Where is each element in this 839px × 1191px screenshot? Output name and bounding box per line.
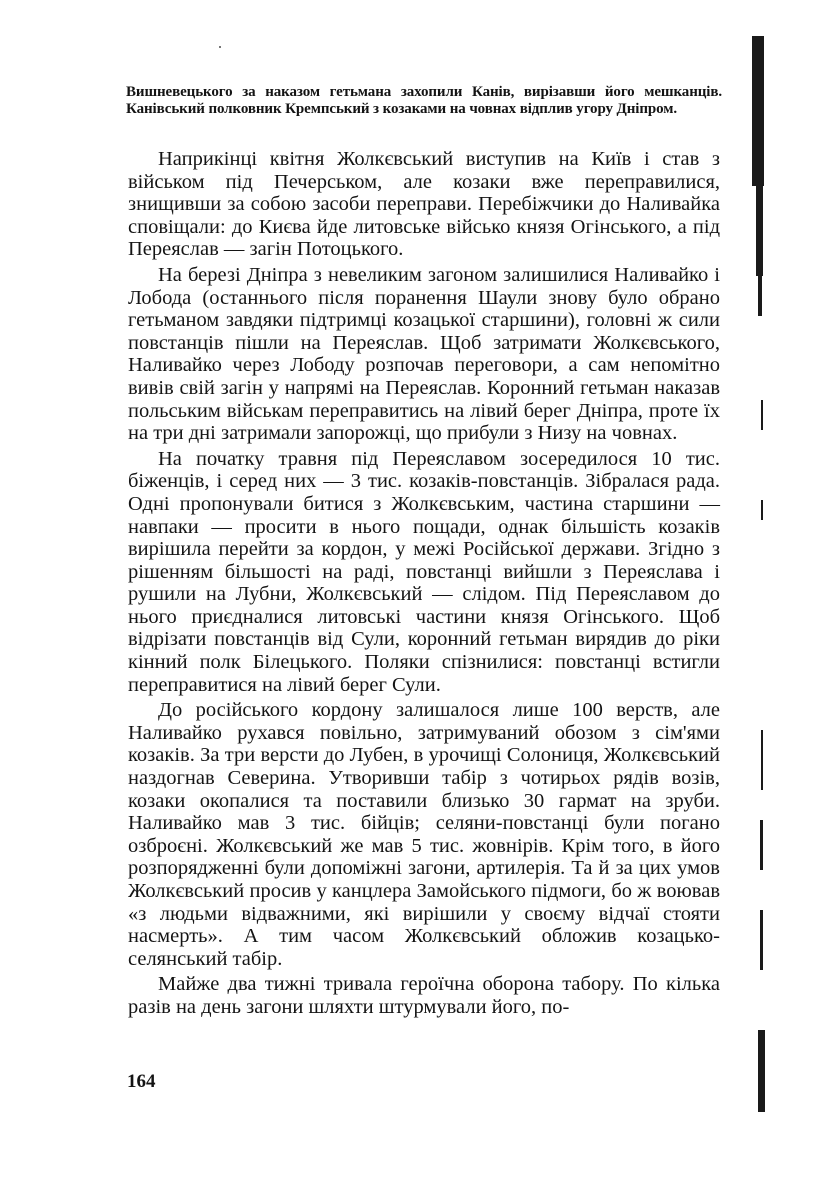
paragraph-3: На початку травня під Переяславом зосередилося 10 тис. біженців, і серед них — 3 тис. козаків-повстанців. Зібралася рада. Одні пропонували битися з Жолкєвським, частина старшини — навпаки — просити в нього пощади, однак більшість козаків вирішила перейти за кордон, у межі Російської держави. Згідно з рішенням більшості на раді, повстанці вийшли з Переяслава і рушили на Лубни, Жолкєвський — слідом. Під Переяславом до нього приєдналися литовські частини князя Огінського. Щоб відрізати повстанців від Сули, коронний гетьман вирядив до ріки кінний полк Білецького. Поляки спізнилися: повстанці встигли переправитися на лівий берег Сули.	[128, 447, 720, 696]
paragraph-2: На березі Дніпра з невеликим загоном залишилися Наливайко і Лобода (останнього після поранення Шаули знову було обрано гетьманом завдяки підтримці козацької старшини), головні ж сили повстанців пішли на Переяслав. Щоб затримати Жолкєвського, Наливайко через Лободу розпочав переговори, а сам непомітно вивів свій загін у напрямі на Переяслав. Коронний гетьман наказав польським військам переправитись на лівий берег Дніпра, проте їх на три дні затримали запорожці, що прибули з Низу на човнах.	[128, 263, 720, 445]
body-text	[128, 148, 720, 1022]
page-number: 164	[127, 1071, 156, 1092]
scan-edge-artifact	[752, 30, 766, 1120]
scan-speck	[219, 46, 221, 48]
paragraph-1: Наприкінці квітня Жолкєвський виступив на Київ і став з військом під Печерськом, але козаки вже переправилися, знищивши за собою засоби переправи. Перебіжчики до Наливайка сповіщали: до Києва йде литовське військо князя Огінського, а під Переяслав — загін Потоцького.	[128, 148, 720, 261]
figure-caption: Вишневецького за наказом гетьмана захопили Канів, вирізавши його мешканців. Канівський полковник Кремпський з козаками на човнах відплив угору Дніпром.	[126, 84, 722, 117]
paragraph-4: До російського кордону залишалося лише 100 верств, але Наливайко рухався повільно, затримуваний обозом з сім'ями козаків. За три версти до Лубен, в урочищі Солониця, Жолкєвський наздогнав Северина. Утворивши табір з чотирьох рядів возів, козаки окопалися та поставили близько 30 гармат на зруби. Наливайко мав 3 тис. бійців; селяни-повстанці були погано озброєні. Жолкєвський же мав 5 тис. жовнірів. Крім того, в його розпорядженні були допоміжні загони, артилерія. Та й за цих умов Жолкєвський просив у канцлера Замойського підмоги, бо ж воював «з людьми відважними, які вирішили у своєму відчаї стояти насмерть». А тим часом Жолкєвський обложив козацько-селянський табір.	[128, 699, 720, 970]
paragraph-5: Майже два тижні тривала героїчна оборона табору. По кілька разів на день загони шляхти штурмували його, по-	[128, 973, 720, 1018]
